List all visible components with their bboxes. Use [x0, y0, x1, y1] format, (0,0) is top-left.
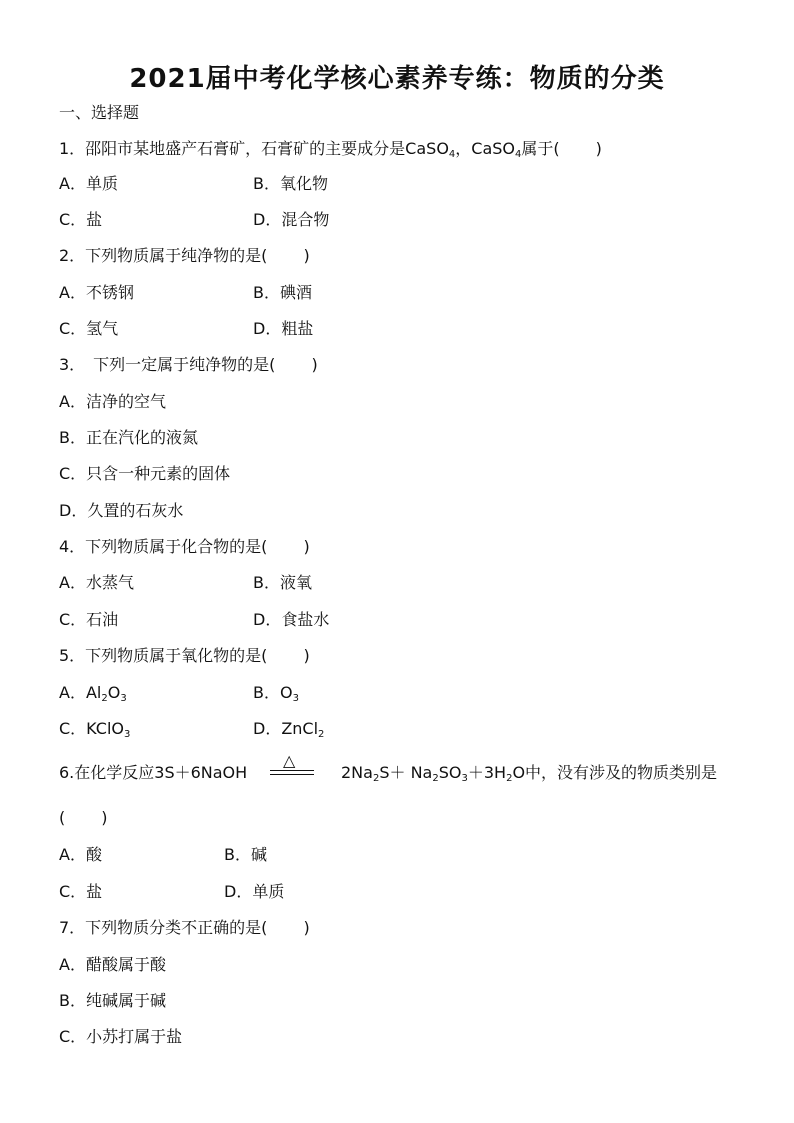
q1-sub-a: 4: [448, 149, 456, 160]
q3-option-b: B．正在汽化的液氮: [59, 428, 198, 447]
q2-close-paren: ): [303, 246, 310, 265]
q1-sub-b: 4: [515, 149, 522, 160]
q6-stem-tail: O中，没有涉及的物质类别是: [512, 763, 718, 782]
question-5-stem: [59, 646, 310, 666]
q1-stem-part-b: ，CaSO: [455, 139, 516, 158]
q2-option-b: B．碘酒: [253, 283, 312, 302]
q4-close-paren: ): [303, 537, 310, 556]
q5-c-text: C．KClO: [59, 719, 125, 738]
q4-option-b: B．液氧: [253, 573, 312, 592]
q5-stem-text: 5．下列物质属于氧化物的是(: [59, 646, 268, 665]
q6-sub-4: 2: [506, 773, 513, 784]
q3-stem-text: 3． 下列一定属于纯净物的是(: [59, 355, 276, 374]
question-6-stem-left: 6.在化学反应3S＋6NaOH: [59, 763, 248, 782]
q7-close-paren: ): [303, 918, 310, 937]
reaction-heat-arrow: [270, 753, 314, 777]
q5-option-c: [59, 719, 130, 745]
q6-sub-1: 2: [372, 773, 380, 784]
section-heading: 一、选择题: [59, 103, 140, 122]
q6-sub-2: 2: [432, 773, 439, 784]
q5-a-sub2: 3: [120, 693, 127, 704]
question-1-stem: [59, 139, 602, 165]
question-4-stem: [59, 537, 310, 557]
q1-stem-part-c: 属于(: [521, 139, 560, 158]
q5-a-sub1: 2: [101, 693, 108, 704]
q6-product-3: SO: [438, 763, 462, 782]
q6-open-paren: (: [59, 808, 66, 827]
q1-close-paren: ): [595, 139, 602, 158]
q6-option-b: B．碱: [224, 845, 267, 864]
q6-option-a: A．酸: [59, 845, 102, 864]
q1-option-c: C．盐: [59, 210, 103, 229]
q5-a-text: A．Al: [59, 683, 102, 702]
q6-option-d: D．单质: [224, 882, 285, 901]
q6-sub-3: 3: [461, 773, 468, 784]
q6-option-c: C．盐: [59, 882, 103, 901]
q3-close-paren: ): [311, 355, 318, 374]
question-2-stem: [59, 246, 310, 266]
q4-option-d: D．食盐水: [253, 610, 330, 629]
q1-stem-part-a: 1．邵阳市某地盛产石膏矿，石膏矿的主要成分是CaSO: [59, 139, 449, 158]
q4-option-c: C．石油: [59, 610, 119, 629]
question-6-stem-right: [341, 763, 717, 789]
q6-close-paren: ): [101, 808, 108, 827]
q7-option-c: C．小苏打属于盐: [59, 1027, 183, 1046]
q4-stem-text: 4．下列物质属于化合物的是(: [59, 537, 268, 556]
q2-option-c: C．氢气: [59, 319, 119, 338]
q3-option-d: D．久置的石灰水: [59, 501, 184, 520]
q5-d-sub: 2: [318, 729, 325, 740]
question-3-stem: [59, 355, 318, 375]
q6-product-2: S＋ Na: [379, 763, 433, 782]
q2-stem-text: 2．下列物质属于纯净物的是(: [59, 246, 268, 265]
q7-option-b: B．纯碱属于碱: [59, 991, 166, 1010]
q5-option-b: [253, 683, 299, 709]
q6-product-1: 2Na: [341, 763, 373, 782]
q5-a-mid: O: [107, 683, 121, 702]
heat-triangle-icon: △: [283, 751, 296, 770]
q2-option-d: D．粗盐: [253, 319, 314, 338]
q5-c-sub: 3: [124, 729, 131, 740]
q2-option-a: A．不锈钢: [59, 283, 134, 302]
q5-option-a: [59, 683, 127, 709]
q4-option-a: A．水蒸气: [59, 573, 134, 592]
q5-b-text: B．O: [253, 683, 293, 702]
q1-option-b: B．氧化物: [253, 174, 328, 193]
question-6-answer-paren: [59, 808, 108, 828]
q3-option-c: C．只含一种元素的固体: [59, 464, 231, 483]
q5-d-text: D．ZnCl: [253, 719, 319, 738]
q7-option-a: A．醋酸属于酸: [59, 955, 166, 974]
q5-close-paren: ): [303, 646, 310, 665]
equals-bar-top: [270, 770, 314, 771]
q5-option-d: [253, 719, 324, 745]
q7-stem-text: 7．下列物质分类不正确的是(: [59, 918, 268, 937]
q5-b-sub: 3: [292, 693, 299, 704]
equals-bar-bottom: [270, 774, 314, 775]
q1-option-d: D．混合物: [253, 210, 330, 229]
question-7-stem: [59, 918, 310, 938]
q1-option-a: A．单质: [59, 174, 118, 193]
page-title: 2021届中考化学核心素养专练：物质的分类: [129, 64, 665, 94]
q3-option-a: A．洁净的空气: [59, 392, 166, 411]
q6-product-4: ＋3H: [467, 763, 507, 782]
